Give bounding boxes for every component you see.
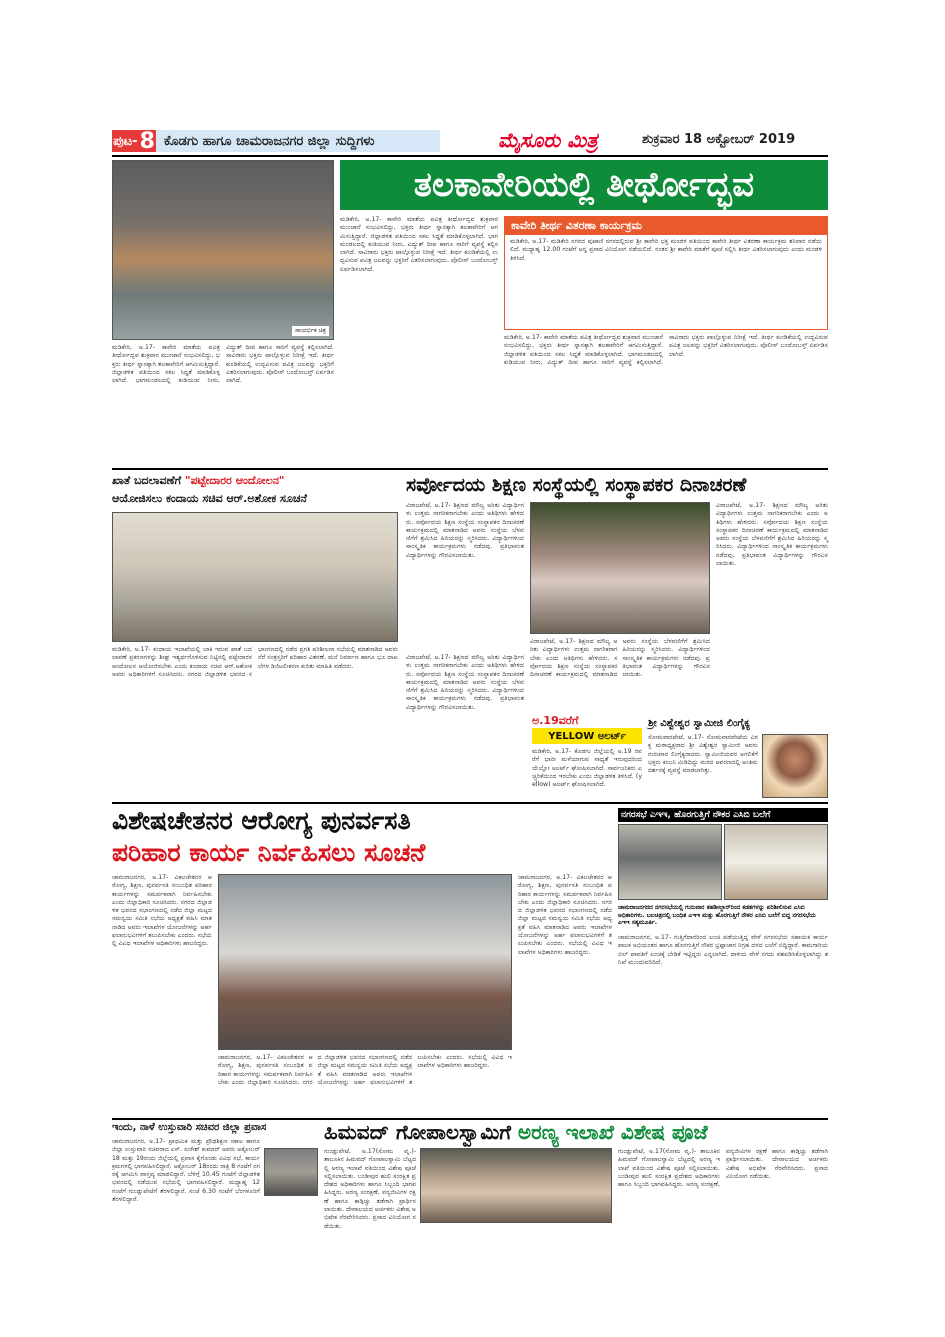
page-number: 8 [139,128,155,154]
page-number-tag [112,130,156,152]
divider [112,468,828,470]
story1-body-middle: ಮಡಿಕೇರಿ, ಅ.17- ಕಾವೇರಿ ಮಾತೆಯ ಪವಿತ್ರ ತೀರ್ಥೋದ್ಭವ ಶುಕ್ರವಾರ ಮುಂಜಾನೆ ಸಂಭವಿಸಲಿದ್ದು, ಭಕ್ತರು ತೀರ್ಥ ಸ್ನಾನಕ್ಕಾಗಿ ತಲಕಾವೇರಿಗೆ ಆಗಮಿಸುತ್ತಿದ್ದಾರೆ. ಜಿಲ್ಲಾಡಳಿತ ವತಿಯಿಂದ ಸಕಲ ಸಿದ್ಧತೆ ಮಾಡಿಕೊಳ್ಳಲಾಗಿದೆ. ಭಾಗಮಂಡಲದಲ್ಲಿ ಕುಡಿಯುವ ನೀರು, ವಿದ್ಯುತ್ ದೀಪ ಹಾಗೂ ಸಾರಿಗೆ ವ್ಯವಸ್ಥೆ ಕಲ್ಪಿಸಲಾಗಿದೆ. ಸಾವಿರಾರು ಭಕ್ತರು ಪಾಲ್ಗೊಳ್ಳುವ ನಿರೀಕ್ಷೆ ಇದೆ. ತೀರ್ಥ ಕುಂಡಿಕೆಯಲ್ಲಿ ಉದ್ಭವಿಸುವ ಪವಿತ್ರ ಜಲವನ್ನು ಭಕ್ತರಿಗೆ ವಿತರಿಸಲಾಗುವುದು. ಪೊಲೀಸ್ ಬಂದೋಬಸ್ತ್ ಏರ್ಪಡಿಸಲಾಗಿದೆ. [340,216,498,273]
acb-officer-photo [618,824,722,900]
story5-caption: ಚಾಮರಾಜನಗರದ ನಗರಸಭೆಯಲ್ಲಿ ಗುರುವಾರ ತಹಶೀಲ್ದಾರ್‌ರಿಂದ ಕಡತಗಳನ್ನು ಪರಿಶೀಲಿಸುವ ಎಸಿಬಿ ಅಧಿಕಾರಿಗಳು. ಬಲಚಿತ್ರದಲ್ಲಿ ಬಂಧಿತ ಎಇಇ ಮತ್ತು ಹೊರಗುತ್ತಿಗೆ ನೌಕರ ಎಸಿಬಿ ಬಲೆಗೆ ಬಿದ್ದ ನಗರಸಭೆಯ ಎಇಇ ಸತ್ಯಮೂರ್ತಿ. [618,904,816,926]
story1-box-text: ಮಡಿಕೇರಿ, ಅ.17- ಮಡಿಕೇರಿ ನಗರದ ಪುಟಾಣಿ ನಗರದಲ್ಲಿರುವ ಶ್ರೀ ಕಾವೇರಿ ಭಕ್ತ ಮಂಡಳಿ ವತಿಯಿಂದ ಕಾವೇರಿ ತೀರ್ಥ ವಿತರಣಾ ಕಾರ್ಯಕ್ರಮ ಶನಿವಾರ ನಡೆಯಲಿದೆ. ಮಧ್ಯಾಹ್ನ 12.00 ಗಂಟೆಗೆ ಅನ್ನ ಪ್ರಸಾದ ವಿನಿಯೋಗ ನಡೆಯಲಿದೆ. ನಂತರ ಶ್ರೀ ಕಾವೇರಿ ಮಾತೆಗೆ ಪೂಜೆ ಸಲ್ಲಿಸಿ ತೀರ್ಥ ವಿತರಿಸಲಾಗುವುದು ಎಂದು ಮಂಡಳಿ ತಿಳಿಸಿದೆ. [510,238,822,262]
temple-crowd-photo [112,160,334,340]
disability-meeting-photo [218,874,512,1050]
story3-body-left: ವಿರಾಜಪೇಟೆ, ಅ.17- ಶಿಕ್ಷಣದ ಮೌಲ್ಯ ಅರಿತು ವಿದ್ಯಾರ್ಥಿಗಳು ಉತ್ತಮ ನಾಗರಿಕರಾಗಬೇಕು ಎಂದು ಅತಿಥಿಗಳು ಹೇಳಿದರು. ಸರ್ವೋದಯ ಶಿಕ್ಷಣ ಸಂಸ್ಥೆಯ ಸಂಸ್ಥಾಪಕರ ದಿನಾಚರಣೆ ಕಾರ್ಯಕ್ರಮದಲ್ಲಿ ಮಾತನಾಡಿದ ಅವರು ಸಂಸ್ಥೆಯ ಬೆಳವಣಿಗೆಗೆ ಶ್ರಮಿಸಿದ ಹಿರಿಯರನ್ನು ಸ್ಮರಿಸಿದರು. ವಿದ್ಯಾರ್ಥಿಗಳಿಂದ ಸಾಂಸ್ಕೃತಿಕ ಕಾರ್ಯಕ್ರಮಗಳು ನಡೆದವು. ಪ್ರತಿಭಾವಂತ ವಿದ್ಯಾರ್ಥಿಗಳನ್ನು ಗೌರವಿಸಲಾಯಿತು. [406,502,524,559]
story2-kicker [112,474,398,488]
story3-body-right: ವಿರಾಜಪೇಟೆ, ಅ.17- ಶಿಕ್ಷಣದ ಮೌಲ್ಯ ಅರಿತು ವಿದ್ಯಾರ್ಥಿಗಳು ಉತ್ತಮ ನಾಗರಿಕರಾಗಬೇಕು ಎಂದು ಅತಿಥಿಗಳು ಹೇಳಿದರು. ಸರ್ವೋದಯ ಶಿಕ್ಷಣ ಸಂಸ್ಥೆಯ ಸಂಸ್ಥಾಪಕರ ದಿನಾಚರಣೆ ಕಾರ್ಯಕ್ರಮದಲ್ಲಿ ಮಾತನಾಡಿದ ಅವರು ಸಂಸ್ಥೆಯ ಬೆಳವಣಿಗೆಗೆ ಶ್ರಮಿಸಿದ ಹಿರಿಯರನ್ನು ಸ್ಮರಿಸಿದರು. ವಿದ್ಯಾರ್ಥಿಗಳಿಂದ ಸಾಂಸ್ಕೃತಿಕ ಕಾರ್ಯಕ್ರಮಗಳು ನಡೆದವು. ಪ್ರತಿಭಾವಂತ ವಿದ್ಯಾರ್ಥಿಗಳನ್ನು ಗೌರವಿಸಲಾಯಿತು. [716,502,828,568]
divider [112,802,828,804]
story3-body-cont: ವಿರಾಜಪೇಟೆ, ಅ.17- ಶಿಕ್ಷಣದ ಮೌಲ್ಯ ಅರಿತು ವಿದ್ಯಾರ್ಥಿಗಳು ಉತ್ತಮ ನಾಗರಿಕರಾಗಬೇಕು ಎಂದು ಅತಿಥಿಗಳು ಹೇಳಿದರು. ಸರ್ವೋದಯ ಶಿಕ್ಷಣ ಸಂಸ್ಥೆಯ ಸಂಸ್ಥಾಪಕರ ದಿನಾಚರಣೆ ಕಾರ್ಯಕ್ರಮದಲ್ಲಿ ಮಾತನಾಡಿದ ಅವರು ಸಂಸ್ಥೆಯ ಬೆಳವಣಿಗೆಗೆ ಶ್ರಮಿಸಿದ ಹಿರಿಯರನ್ನು ಸ್ಮರಿಸಿದರು. ವಿದ್ಯಾರ್ಥಿಗಳಿಂದ ಸಾಂಸ್ಕೃತಿಕ ಕಾರ್ಯಕ್ರಮಗಳು ನಡೆದವು. ಪ್ರತಿಭಾವಂತ ವಿದ್ಯಾರ್ಥಿಗಳನ್ನು ಗೌರವಿಸಲಾಯಿತು. [406,654,524,711]
section-title: ಕೊಡಗು ಹಾಗೂ ಚಾಮರಾಜನಗರ ಜಿಲ್ಲಾ ಸುದ್ದಿಗಳು [156,130,440,152]
newspaper-page [112,128,828,1230]
header-rule [112,155,828,157]
acb-files-photo [724,824,828,900]
story4-headline-line1: ವಿಶೇಷಚೇತನರ ಆರೋಗ್ಯ ಪುನರ್ವಸತಿ [112,806,411,835]
story7-headline-green: ಅರಣ್ಯ ಇಲಾಖೆ ವಿಶೇಷ ಪೂಜೆ [517,1120,708,1144]
story2-headline: ಆಯೋಜಿಸಲು ಕಂದಾಯ ಸಚಿವ ಆರ್.ಅಶೋಕ ಸೂಚನೆ [112,492,307,505]
story4-headline-line2: ಪರಿಹಾರ ಕಾರ್ಯ ನಿರ್ವಹಿಸಲು ಸೂಚನೆ [112,838,426,867]
issue-date: ಶುಕ್ರವಾರ 18 ಅಕ್ಟೋಬರ್ 2019 [642,132,796,147]
ceremony-photo [530,502,710,634]
story7-body-left: ಗುಂಡ್ಲುಪೇಟೆ, ಅ.17(ಸೋಮ ವೃ.)- ತಾಲೂಕಿನ ಹಿಮವದ್ ಗೋಪಾಲಸ್ವಾಮಿ ಬೆಟ್ಟದಲ್ಲಿ ಅರಣ್ಯ ಇಲಾಖೆ ವತಿಯಿಂದ ವಿಶೇಷ ಪೂಜೆ ಸಲ್ಲಿಸಲಾಯಿತು. ಬಂಡೀಪುರ ಹುಲಿ ಸಂರಕ್ಷಿತ ಪ್ರದೇಶದ ಅಧಿಕಾರಿಗಳು ಹಾಗೂ ಸಿಬ್ಬಂದಿ ಭಾಗವಹಿಸಿದ್ದರು. ಅರಣ್ಯ ಸಂರಕ್ಷಣೆ, ವನ್ಯಜೀವಿಗಳ ರಕ್ಷಣೆ ಹಾಗೂ ಕಾಡ್ಗಿಚ್ಚು ತಡೆಗಾಗಿ ಪ್ರಾರ್ಥಿಸಲಾಯಿತು. ದೇವಾಲಯದ ಅರ್ಚಕರು ವಿಶೇಷ ಅಭಿಷೇಕ ನೆರವೇರಿಸಿದರು. ಪ್ರಸಾದ ವಿನಿಯೋಗ ನಡೆಯಿತು. [324,1148,416,1230]
story1-box [504,216,828,330]
meeting-photo [112,512,398,642]
alert-date: ಅ.19ವರೆಗೆ [532,714,579,727]
story1-sub-headline: ಕಾವೇರಿ ತೀರ್ಥ ವಿತರಣಾ ಕಾರ್ಯಕ್ರಮ [505,217,827,235]
story3-body-bottom: ವಿರಾಜಪೇಟೆ, ಅ.17- ಶಿಕ್ಷಣದ ಮೌಲ್ಯ ಅರಿತು ವಿದ್ಯಾರ್ಥಿಗಳು ಉತ್ತಮ ನಾಗರಿಕರಾಗಬೇಕು ಎಂದು ಅತಿಥಿಗಳು ಹೇಳಿದರು. ಸರ್ವೋದಯ ಶಿಕ್ಷಣ ಸಂಸ್ಥೆಯ ಸಂಸ್ಥಾಪಕರ ದಿನಾಚರಣೆ ಕಾರ್ಯಕ್ರಮದಲ್ಲಿ ಮಾತನಾಡಿದ ಅವರು ಸಂಸ್ಥೆಯ ಬೆಳವಣಿಗೆಗೆ ಶ್ರಮಿಸಿದ ಹಿರಿಯರನ್ನು ಸ್ಮರಿಸಿದರು. ವಿದ್ಯಾರ್ಥಿಗಳಿಂದ ಸಾಂಸ್ಕೃತಿಕ ಕಾರ್ಯಕ್ರಮಗಳು ನಡೆದವು. ಪ್ರತಿಭಾವಂತ ವಿದ್ಯಾರ್ಥಿಗಳನ್ನು ಗೌರವಿಸಲಾಯಿತು. [530,638,710,679]
story4-body-left: ಚಾಮರಾಜನಗರ, ಅ.17- ವಿಕಲಚೇತನರ ಆರೋಗ್ಯ, ಶಿಕ್ಷಣ, ಪುನರ್ವಸತಿ ಸಂಬಂಧಿತ ಪರಿಹಾರ ಕಾರ್ಯಗಳನ್ನು ಸಮರ್ಪಕವಾಗಿ ನಿರ್ವಹಿಸಬೇಕು ಎಂದು ಜಿಲ್ಲಾಧಿಕಾರಿ ಸೂಚಿಸಿದರು. ನಗರದ ಜಿಲ್ಲಾಡಳಿತ ಭವನದ ಸಭಾಂಗಣದಲ್ಲಿ ನಡೆದ ಜಿಲ್ಲಾ ಮಟ್ಟದ ಸಮನ್ವಯ ಸಮಿತಿ ಸಭೆಯ ಅಧ್ಯಕ್ಷತೆ ವಹಿಸಿ ಮಾತನಾಡಿದ ಅವರು ಇಲಾಖೆಗಳ ಯೋಜನೆಗಳನ್ನು ಅರ್ಹ ಫಲಾನುಭವಿಗಳಿಗೆ ತಲುಪಿಸಬೇಕು ಎಂದರು. ಸಭೆಯಲ್ಲಿ ವಿವಿಧ ಇಲಾಖೆಗಳ ಅಧಿಕಾರಿಗಳು ಹಾಜರಿದ್ದರು. [112,874,212,948]
minister-portrait [264,1148,318,1196]
story4-body-right: ಚಾಮರಾಜನಗರ, ಅ.17- ವಿಕಲಚೇತನರ ಆರೋಗ್ಯ, ಶಿಕ್ಷಣ, ಪುನರ್ವಸತಿ ಸಂಬಂಧಿತ ಪರಿಹಾರ ಕಾರ್ಯಗಳನ್ನು ಸಮರ್ಪಕವಾಗಿ ನಿರ್ವಹಿಸಬೇಕು ಎಂದು ಜಿಲ್ಲಾಧಿಕಾರಿ ಸೂಚಿಸಿದರು. ನಗರದ ಜಿಲ್ಲಾಡಳಿತ ಭವನದ ಸಭಾಂಗಣದಲ್ಲಿ ನಡೆದ ಜಿಲ್ಲಾ ಮಟ್ಟದ ಸಮನ್ವಯ ಸಮಿತಿ ಸಭೆಯ ಅಧ್ಯಕ್ಷತೆ ವಹಿಸಿ ಮಾತನಾಡಿದ ಅವರು ಇಲಾಖೆಗಳ ಯೋಜನೆಗಳನ್ನು ಅರ್ಹ ಫಲಾನುಭವಿಗಳಿಗೆ ತಲುಪಿಸಬೇಕು ಎಂದರು. ಸಭೆಯಲ್ಲಿ ವಿವಿಧ ಇಲಾಖೆಗಳ ಅಧಿಕಾರಿಗಳು ಹಾಜರಿದ್ದರು. [518,874,612,956]
story7-body-right: ಗುಂಡ್ಲುಪೇಟೆ, ಅ.17(ಸೋಮ ವೃ.)- ತಾಲೂಕಿನ ಹಿಮವದ್ ಗೋಪಾಲಸ್ವಾಮಿ ಬೆಟ್ಟದಲ್ಲಿ ಅರಣ್ಯ ಇಲಾಖೆ ವತಿಯಿಂದ ವಿಶೇಷ ಪೂಜೆ ಸಲ್ಲಿಸಲಾಯಿತು. ಬಂಡೀಪುರ ಹುಲಿ ಸಂರಕ್ಷಿತ ಪ್ರದೇಶದ ಅಧಿಕಾರಿಗಳು ಹಾಗೂ ಸಿಬ್ಬಂದಿ ಭಾಗವಹಿಸಿದ್ದರು. ಅರಣ್ಯ ಸಂರಕ್ಷಣೆ, ವನ್ಯಜೀವಿಗಳ ರಕ್ಷಣೆ ಹಾಗೂ ಕಾಡ್ಗಿಚ್ಚು ತಡೆಗಾಗಿ ಪ್ರಾರ್ಥಿಸಲಾಯಿತು. ದೇವಾಲಯದ ಅರ್ಚಕರು ವಿಶೇಷ ಅಭಿಷೇಕ ನೆರವೇರಿಸಿದರು. ಪ್ರಸಾದ ವಿನಿಯೋಗ ನಡೆಯಿತು. [618,1148,828,1189]
story5-headline: ನಗರಸಭೆ ಎಇಇ, ಹೊರಗುತ್ತಿಗೆ ನೌಕರ ಎಸಿಬಿ ಬಲೆಗೆ [618,808,828,822]
photo-credit: ಸಾಂದರ್ಭಿಕ ಚಿತ್ರ [292,326,329,336]
swamiji-portrait [762,734,828,798]
story5-body: ಚಾಮರಾಜನಗರ, ಅ.17- ಗುತ್ತಿಗೆದಾರರಿಂದ ಲಂಚ ಪಡೆಯುತ್ತಿದ್ದ ವೇಳೆ ನಗರಸಭೆಯ ಸಹಾಯಕ ಕಾರ್ಯಪಾಲಕ ಅಭಿಯಂತರ ಹಾಗೂ ಹೊರಗುತ್ತಿಗೆ ನೌಕರ ಭ್ರಷ್ಟಾಚಾರ ನಿಗ್ರಹ ದಳದ ಬಲೆಗೆ ಬಿದ್ದಿದ್ದಾರೆ. ಕಾಮಗಾರಿಯ ಬಿಲ್ ಪಾವತಿಗೆ ಲಂಚಕ್ಕೆ ಬೇಡಿಕೆ ಇಟ್ಟಿದ್ದರು ಎನ್ನಲಾಗಿದೆ. ದಾಳಿಯ ವೇಳೆ ನಗದು ವಶಪಡಿಸಿಕೊಳ್ಳಲಾಗಿದ್ದು ತನಿಖೆ ಮುಂದುವರಿದಿದೆ. [618,934,828,966]
paper-name: ಮೈಸೂರು ಮಿತ್ರ [498,128,598,152]
alert-body: ಮಡಿಕೇರಿ, ಅ.17- ಕೊಡಗು ಜಿಲ್ಲೆಯಲ್ಲಿ ಅ.19 ರವರೆಗೆ ಭಾರೀ ಮಳೆಯಾಗುವ ಸಾಧ್ಯತೆ ಇರುವುದರಿಂದ ಯೆಲ್ಲೋ ಅಲರ್ಟ್ ಘೋಷಿಸಲಾಗಿದೆ. ಸಾರ್ವಜನಿಕರು ಎಚ್ಚರಿಕೆಯಿಂದ ಇರಬೇಕು ಎಂದು ಜಿಲ್ಲಾಡಳಿತ ತಿಳಿಸಿದೆ. (yellow) ಅಲರ್ಟ್ ಘೋಷಿಸಲಾಗಿದೆ. [532,748,642,789]
story1-headline: ತಲಕಾವೇರಿಯಲ್ಲಿ ತೀರ್ಥೋದ್ಭವ [340,160,828,210]
story4-body-middle: ಚಾಮರಾಜನಗರ, ಅ.17- ವಿಕಲಚೇತನರ ಆರೋಗ್ಯ, ಶಿಕ್ಷಣ, ಪುನರ್ವಸತಿ ಸಂಬಂಧಿತ ಪರಿಹಾರ ಕಾರ್ಯಗಳನ್ನು ಸಮರ್ಪಕವಾಗಿ ನಿರ್ವಹಿಸಬೇಕು ಎಂದು ಜಿಲ್ಲಾಧಿಕಾರಿ ಸೂಚಿಸಿದರು. ನಗರದ ಜಿಲ್ಲಾಡಳಿತ ಭವನದ ಸಭಾಂಗಣದಲ್ಲಿ ನಡೆದ ಜಿಲ್ಲಾ ಮಟ್ಟದ ಸಮನ್ವಯ ಸಮಿತಿ ಸಭೆಯ ಅಧ್ಯಕ್ಷತೆ ವಹಿಸಿ ಮಾತನಾಡಿದ ಅವರು ಇಲಾಖೆಗಳ ಯೋಜನೆಗಳನ್ನು ಅರ್ಹ ಫಲಾನುಭವಿಗಳಿಗೆ ತಲುಪಿಸಬೇಕು ಎಂದರು. ಸಭೆಯಲ್ಲಿ ವಿವಿಧ ಇಲಾಖೆಗಳ ಅಧಿಕಾರಿಗಳು ಹಾಜರಿದ್ದರು. [218,1054,512,1086]
story1-body-left: ಮಡಿಕೇರಿ, ಅ.17- ಕಾವೇರಿ ಮಾತೆಯ ಪವಿತ್ರ ತೀರ್ಥೋದ್ಭವ ಶುಕ್ರವಾರ ಮುಂಜಾನೆ ಸಂಭವಿಸಲಿದ್ದು, ಭಕ್ತರು ತೀರ್ಥ ಸ್ನಾನಕ್ಕಾಗಿ ತಲಕಾವೇರಿಗೆ ಆಗಮಿಸುತ್ತಿದ್ದಾರೆ. ಜಿಲ್ಲಾಡಳಿತ ವತಿಯಿಂದ ಸಕಲ ಸಿದ್ಧತೆ ಮಾಡಿಕೊಳ್ಳಲಾಗಿದೆ. ಭಾಗಮಂಡಲದಲ್ಲಿ ಕುಡಿಯುವ ನೀರು, ವಿದ್ಯುತ್ ದೀಪ ಹಾಗೂ ಸಾರಿಗೆ ವ್ಯವಸ್ಥೆ ಕಲ್ಪಿಸಲಾಗಿದೆ. ಸಾವಿರಾರು ಭಕ್ತರು ಪಾಲ್ಗೊಳ್ಳುವ ನಿರೀಕ್ಷೆ ಇದೆ. ತೀರ್ಥ ಕುಂಡಿಕೆಯಲ್ಲಿ ಉದ್ಭವಿಸುವ ಪವಿತ್ರ ಜಲವನ್ನು ಭಕ್ತರಿಗೆ ವಿತರಿಸಲಾಗುವುದು. ಪೊಲೀಸ್ ಬಂದೋಬಸ್ತ್ ಏರ್ಪಡಿಸಲಾಗಿದೆ. [112,344,334,385]
story6-body: ಚಾಮರಾಜನಗರ, ಅ.17- ಪ್ರಾಥಮಿಕ ಮತ್ತು ಪ್ರೌಢಶಿಕ್ಷಣ ಸಕಾಲ ಹಾಗೂ ಜಿಲ್ಲಾ ಉಸ್ತುವಾರಿ ಸಚಿವರಾದ ಎಸ್. ಸುರೇಶ್ ಕುಮಾರ್ ಅವರು ಅಕ್ಟೋಬರ್ 18 ಮತ್ತು 19ರಂದು ಜಿಲ್ಲೆಯಲ್ಲಿ ಪ್ರವಾಸ ಕೈಗೊಂಡು ವಿವಿಧ ಸಭೆ, ಕಾರ್ಯಕ್ರಮಗಳಲ್ಲಿ ಭಾಗವಹಿಸಲಿದ್ದಾರೆ. ಅಕ್ಟೋಬರ್ 18ರಂದು ರಾತ್ರಿ 8 ಗಂಟೆಗೆ ನಗರಕ್ಕೆ ಆಗಮಿಸಿ ವಾಸ್ತವ್ಯ ಮಾಡಲಿದ್ದಾರೆ. ಬೆಳಿಗ್ಗೆ 10.45 ಗಂಟೆಗೆ ಜಿಲ್ಲಾಡಳಿತ ಭವನದಲ್ಲಿ ನಡೆಯುವ ಸಭೆಯಲ್ಲಿ ಭಾಗವಹಿಸಲಿದ್ದಾರೆ. ಮಧ್ಯಾಹ್ನ 12 ಗಂಟೆಗೆ ಗುಂಡ್ಲುಪೇಟೆಗೆ ತೆರಳಲಿದ್ದಾರೆ. ಸಂಜೆ 6.30 ಗಂಟೆಗೆ ಬೆಂಗಳೂರಿಗೆ ತೆರಳಲಿದ್ದಾರೆ. [112,1138,260,1204]
story6-headline: ಇಂದು, ನಾಳೆ ಉಸ್ತುವಾರಿ ಸಚಿವರ ಜಿಲ್ಲಾ ಪ್ರವಾಸ [112,1122,267,1133]
story1-body-right: ಮಡಿಕೇರಿ, ಅ.17- ಕಾವೇರಿ ಮಾತೆಯ ಪವಿತ್ರ ತೀರ್ಥೋದ್ಭವ ಶುಕ್ರವಾರ ಮುಂಜಾನೆ ಸಂಭವಿಸಲಿದ್ದು, ಭಕ್ತರು ತೀರ್ಥ ಸ್ನಾನಕ್ಕಾಗಿ ತಲಕಾವೇರಿಗೆ ಆಗಮಿಸುತ್ತಿದ್ದಾರೆ. ಜಿಲ್ಲಾಡಳಿತ ವತಿಯಿಂದ ಸಕಲ ಸಿದ್ಧತೆ ಮಾಡಿಕೊಳ್ಳಲಾಗಿದೆ. ಭಾಗಮಂಡಲದಲ್ಲಿ ಕುಡಿಯುವ ನೀರು, ವಿದ್ಯುತ್ ದೀಪ ಹಾಗೂ ಸಾರಿಗೆ ವ್ಯವಸ್ಥೆ ಕಲ್ಪಿಸಲಾಗಿದೆ. ಸಾವಿರಾರು ಭಕ್ತರು ಪಾಲ್ಗೊಳ್ಳುವ ನಿರೀಕ್ಷೆ ಇದೆ. ತೀರ್ಥ ಕುಂಡಿಕೆಯಲ್ಲಿ ಉದ್ಭವಿಸುವ ಪವಿತ್ರ ಜಲವನ್ನು ಭಕ್ತರಿಗೆ ವಿತರಿಸಲಾಗುವುದು. ಪೊಲೀಸ್ ಬಂದೋಬಸ್ತ್ ಏರ್ಪಡಿಸಲಾಗಿದೆ. [504,334,828,366]
obituary-headline: ಶ್ರೀ ವಿಶ್ವೇಶ್ವರ ಸ್ವಾಮೀಜಿ ಲಿಂಗೈಕ್ಯ [648,718,751,729]
story2-body: ಮಡಿಕೇರಿ, ಅ.17- ಕಂದಾಯ ಇಲಾಖೆಯಲ್ಲಿ ಬಾಕಿ ಇರುವ ಖಾತೆ ಬದಲಾವಣೆ ಪ್ರಕರಣಗಳನ್ನು ಶೀಘ್ರ ಇತ್ಯರ್ಥಗೊಳಿಸುವ ನಿಟ್ಟಿನಲ್ಲಿ ಪಟ್ಟೇದಾರರ ಆಂದೋಲನ ಆಯೋಜಿಸಬೇಕು ಎಂದು ಕಂದಾಯ ಸಚಿವ ಆರ್.ಅಶೋಕ ಅವರು ಅಧಿಕಾರಿಗಳಿಗೆ ಸೂಚಿಸಿದರು. ನಗರದ ಜಿಲ್ಲಾಡಳಿತ ಭವನದ ಸಭಾಂಗಣದಲ್ಲಿ ನಡೆದ ಪ್ರಗತಿ ಪರಿಶೀಲನಾ ಸಭೆಯಲ್ಲಿ ಮಾತನಾಡಿದ ಅವರು ನೆರೆ ಸಂತ್ರಸ್ತರಿಗೆ ಪರಿಹಾರ ವಿತರಣೆ, ಮನೆ ನಿರ್ಮಾಣ ಹಾಗೂ ಭೂ ದಾಖಲೆಗಳ ಡಿಜಿಟಲೀಕರಣ ಕುರಿತು ಮಾಹಿತಿ ಪಡೆದರು. [112,646,398,678]
temple-pooja-photo [420,1148,612,1223]
story7-headline-black: ಹಿಮವದ್ ಗೋಪಾಲಸ್ವಾಮಿಗೆ [324,1120,511,1144]
story2-kicker-text: ಖಾತೆ ಬದಲಾವಣೆಗೆ [112,474,182,487]
story2-kicker-quote: "ಪಟ್ಟೇದಾರರ ಆಂದೋಲನ" [184,474,285,487]
alert-badge: YELLOW ಅಲರ್ಟ್ [532,728,642,744]
obituary-body: ಸೋಮವಾರಪೇಟೆ, ಅ.17- ಸೋಮವಾರಪೇಟೆಯ ವಿರಕ್ತ ಮಠಾಧ್ಯಕ್ಷರಾದ ಶ್ರೀ ವಿಶ್ವೇಶ್ವರ ಸ್ವಾಮೀಜಿ ಅವರು ಗುರುವಾರ ಲಿಂಗೈಕ್ಯರಾದರು. ಸ್ವಾಮೀಜಿಯವರ ಅಗಲಿಕೆಗೆ ಭಕ್ತರು ಕಂಬನಿ ಮಿಡಿದಿದ್ದು ಮಠದ ಆವರಣದಲ್ಲಿ ಅಂತಿಮ ದರ್ಶನಕ್ಕೆ ವ್ಯವಸ್ಥೆ ಮಾಡಲಾಗಿತ್ತು. [648,734,758,775]
page-label: ಪುಟ- [113,133,138,149]
story7-headline [324,1120,828,1144]
story3-headline: ಸರ್ವೋದಯ ಶಿಕ್ಷಣ ಸಂಸ್ಥೆಯಲ್ಲಿ ಸಂಸ್ಥಾಪಕರ ದಿನಾಚರಣೆ [406,474,747,496]
